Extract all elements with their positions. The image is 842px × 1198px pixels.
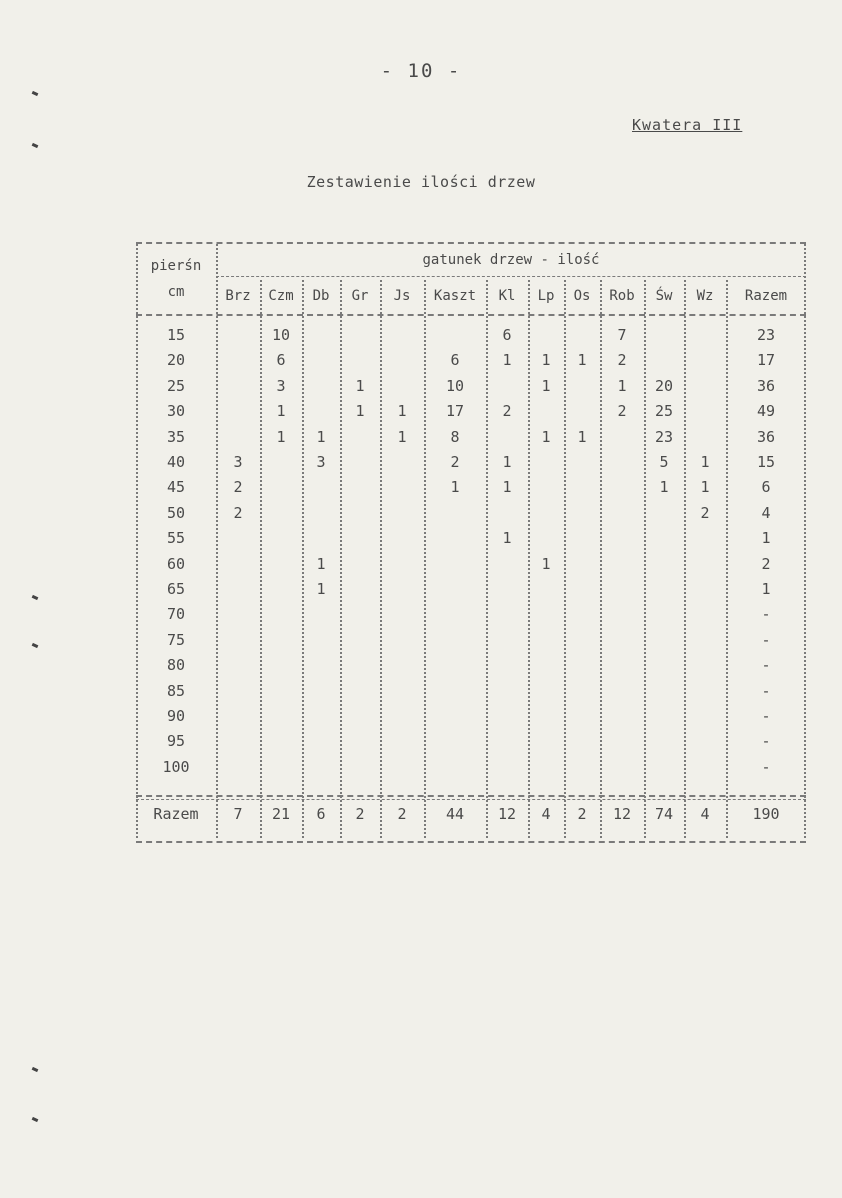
total-count-cell: 12 xyxy=(497,805,517,823)
tree-count-cell: 6 xyxy=(450,351,460,370)
total-count-cell: 4 xyxy=(541,805,551,823)
margin-mark xyxy=(32,143,39,148)
dbh-class-cell: 70 xyxy=(166,605,186,624)
tree-count-cell: 1 xyxy=(316,554,326,573)
species-column-header: Os xyxy=(573,288,591,304)
dbh-column-header: pierśn xyxy=(150,258,202,274)
total-count-cell: 4 xyxy=(700,805,710,823)
species-column-header: Js xyxy=(393,288,411,304)
tree-count-cell: - xyxy=(761,656,771,675)
table-bottom-rule xyxy=(136,841,806,843)
total-count-cell: 74 xyxy=(654,805,674,823)
tree-count-cell: 49 xyxy=(756,402,776,421)
dbh-class-cell: 35 xyxy=(166,427,186,446)
tree-count-cell: 1 xyxy=(276,427,286,446)
total-count-cell: 7 xyxy=(233,805,243,823)
species-column-header: Razem xyxy=(744,288,788,304)
tree-count-cell: 2 xyxy=(450,453,460,471)
tree-count-cell: 2 xyxy=(502,402,512,421)
dbh-class-cell: 30 xyxy=(166,402,186,421)
tree-count-cell: 1 xyxy=(502,529,512,548)
total-count-cell: 12 xyxy=(612,805,632,823)
totals-top-rule xyxy=(136,799,806,800)
tree-count-cell: 1 xyxy=(541,554,551,573)
dbh-class-cell: 100 xyxy=(162,757,190,776)
dbh-class-cell: 85 xyxy=(166,681,186,700)
species-column-header: Kl xyxy=(498,288,516,304)
dbh-class-cell: 90 xyxy=(166,707,186,725)
total-count-cell: 2 xyxy=(577,805,587,823)
tree-count-cell: 4 xyxy=(761,503,771,522)
group-header-rule xyxy=(216,276,806,277)
dbh-class-cell: 15 xyxy=(166,326,186,344)
column-separator xyxy=(684,280,686,838)
tree-count-cell: 36 xyxy=(756,376,776,395)
column-separator xyxy=(340,280,342,838)
tree-count-cell: 1 xyxy=(276,402,286,421)
header-bottom-rule xyxy=(136,314,806,316)
species-column-header: Czm xyxy=(268,288,294,304)
species-column-header: Wz xyxy=(696,288,714,304)
tree-count-cell: 1 xyxy=(316,427,326,446)
margin-mark xyxy=(32,91,39,96)
tree-count-cell: 5 xyxy=(659,453,669,471)
total-count-cell: 6 xyxy=(316,805,326,823)
margin-mark xyxy=(32,1117,39,1122)
tree-count-cell: 6 xyxy=(761,478,771,497)
margin-mark xyxy=(32,595,39,600)
dbh-class-cell: 25 xyxy=(166,376,186,395)
tree-count-cell: 6 xyxy=(502,326,512,344)
tree-count-cell: 1 xyxy=(761,529,771,548)
tree-count-cell: 23 xyxy=(756,326,776,344)
tree-count-cell: 2 xyxy=(233,478,243,497)
margin-mark xyxy=(32,643,39,648)
tree-count-cell: 2 xyxy=(761,554,771,573)
tree-count-cell: 1 xyxy=(502,453,512,471)
species-column-header: Lp xyxy=(537,288,555,304)
tree-count-cell: 1 xyxy=(761,580,771,598)
dbh-class-cell: 55 xyxy=(166,529,186,548)
tree-count-cell: 1 xyxy=(577,427,587,446)
column-separator xyxy=(380,280,382,838)
tree-count-cell: 1 xyxy=(397,427,407,446)
tree-count-cell: 6 xyxy=(276,351,286,370)
tree-count-cell: 1 xyxy=(450,478,460,497)
dbh-class-cell: 45 xyxy=(166,478,186,497)
tree-count-cell: 23 xyxy=(654,427,674,446)
tree-count-cell: 1 xyxy=(541,427,551,446)
tree-count-cell: 8 xyxy=(450,427,460,446)
dbh-class-cell: 75 xyxy=(166,630,186,649)
species-column-header: Gr xyxy=(351,288,369,304)
tree-count-cell: 36 xyxy=(756,427,776,446)
document-title: Zestawienie ilości drzew xyxy=(306,173,536,191)
species-column-header: Kaszt xyxy=(433,288,477,304)
tree-count-cell: - xyxy=(761,605,771,624)
tree-count-cell: 1 xyxy=(502,351,512,370)
tree-count-cell: 17 xyxy=(756,351,776,370)
dbh-class-cell: 60 xyxy=(166,554,186,573)
tree-count-cell: 15 xyxy=(756,453,776,471)
species-column-header: Db xyxy=(312,288,330,304)
tree-count-cell: 1 xyxy=(502,478,512,497)
species-group-header: gatunek drzew - ilość xyxy=(422,252,600,268)
tree-count-cell: 1 xyxy=(541,351,551,370)
tree-count-cell: 1 xyxy=(541,376,551,395)
tree-count-cell: - xyxy=(761,707,771,725)
species-column-header: Brz xyxy=(225,288,251,304)
tree-count-cell: 25 xyxy=(654,402,674,421)
tree-count-cell: 10 xyxy=(271,326,291,344)
dbh-column-unit: cm xyxy=(167,284,185,300)
table-top-rule xyxy=(136,242,806,244)
margin-mark xyxy=(32,1067,39,1072)
tree-count-cell: - xyxy=(761,757,771,776)
total-count-cell: 190 xyxy=(752,805,780,823)
tree-count-table xyxy=(136,238,806,846)
tree-count-cell: 2 xyxy=(233,503,243,522)
species-column-header: Rob xyxy=(609,288,635,304)
total-count-cell: 44 xyxy=(445,805,465,823)
tree-count-cell: 7 xyxy=(617,326,627,344)
tree-count-cell: 1 xyxy=(700,478,710,497)
tree-count-cell: 3 xyxy=(316,453,326,471)
tree-count-cell: 20 xyxy=(654,376,674,395)
dbh-class-cell: 80 xyxy=(166,656,186,675)
tree-count-cell: - xyxy=(761,732,771,751)
tree-count-cell: 2 xyxy=(617,351,627,370)
total-count-cell: 21 xyxy=(271,805,291,823)
dbh-class-cell: 20 xyxy=(166,351,186,370)
dbh-class-cell: 95 xyxy=(166,732,186,751)
totals-top-rule xyxy=(136,795,806,797)
tree-count-cell: 1 xyxy=(355,402,365,421)
tree-count-cell: - xyxy=(761,681,771,700)
tree-count-cell: 2 xyxy=(617,402,627,421)
total-count-cell: 2 xyxy=(397,805,407,823)
tree-count-cell: 1 xyxy=(316,580,326,598)
dbh-class-cell: 65 xyxy=(166,580,186,598)
column-separator xyxy=(216,244,218,838)
dbh-class-cell: 40 xyxy=(166,453,186,471)
tree-count-cell: 10 xyxy=(445,376,465,395)
tree-count-cell: 3 xyxy=(233,453,243,471)
species-column-header: Św xyxy=(655,288,673,304)
tree-count-cell: 1 xyxy=(577,351,587,370)
tree-count-cell: 1 xyxy=(700,453,710,471)
tree-count-cell: 1 xyxy=(355,376,365,395)
tree-count-cell: - xyxy=(761,630,771,649)
tree-count-cell: 3 xyxy=(276,376,286,395)
tree-count-cell: 1 xyxy=(397,402,407,421)
page-number: - 10 - xyxy=(380,60,462,82)
tree-count-cell: 17 xyxy=(445,402,465,421)
totals-label: Razem xyxy=(153,805,199,823)
tree-count-cell: 1 xyxy=(617,376,627,395)
dbh-class-cell: 50 xyxy=(166,503,186,522)
total-count-cell: 2 xyxy=(355,805,365,823)
tree-count-cell: 1 xyxy=(659,478,669,497)
column-separator xyxy=(644,280,646,838)
tree-count-cell: 2 xyxy=(700,503,710,522)
section-label: Kwatera III xyxy=(632,116,743,134)
